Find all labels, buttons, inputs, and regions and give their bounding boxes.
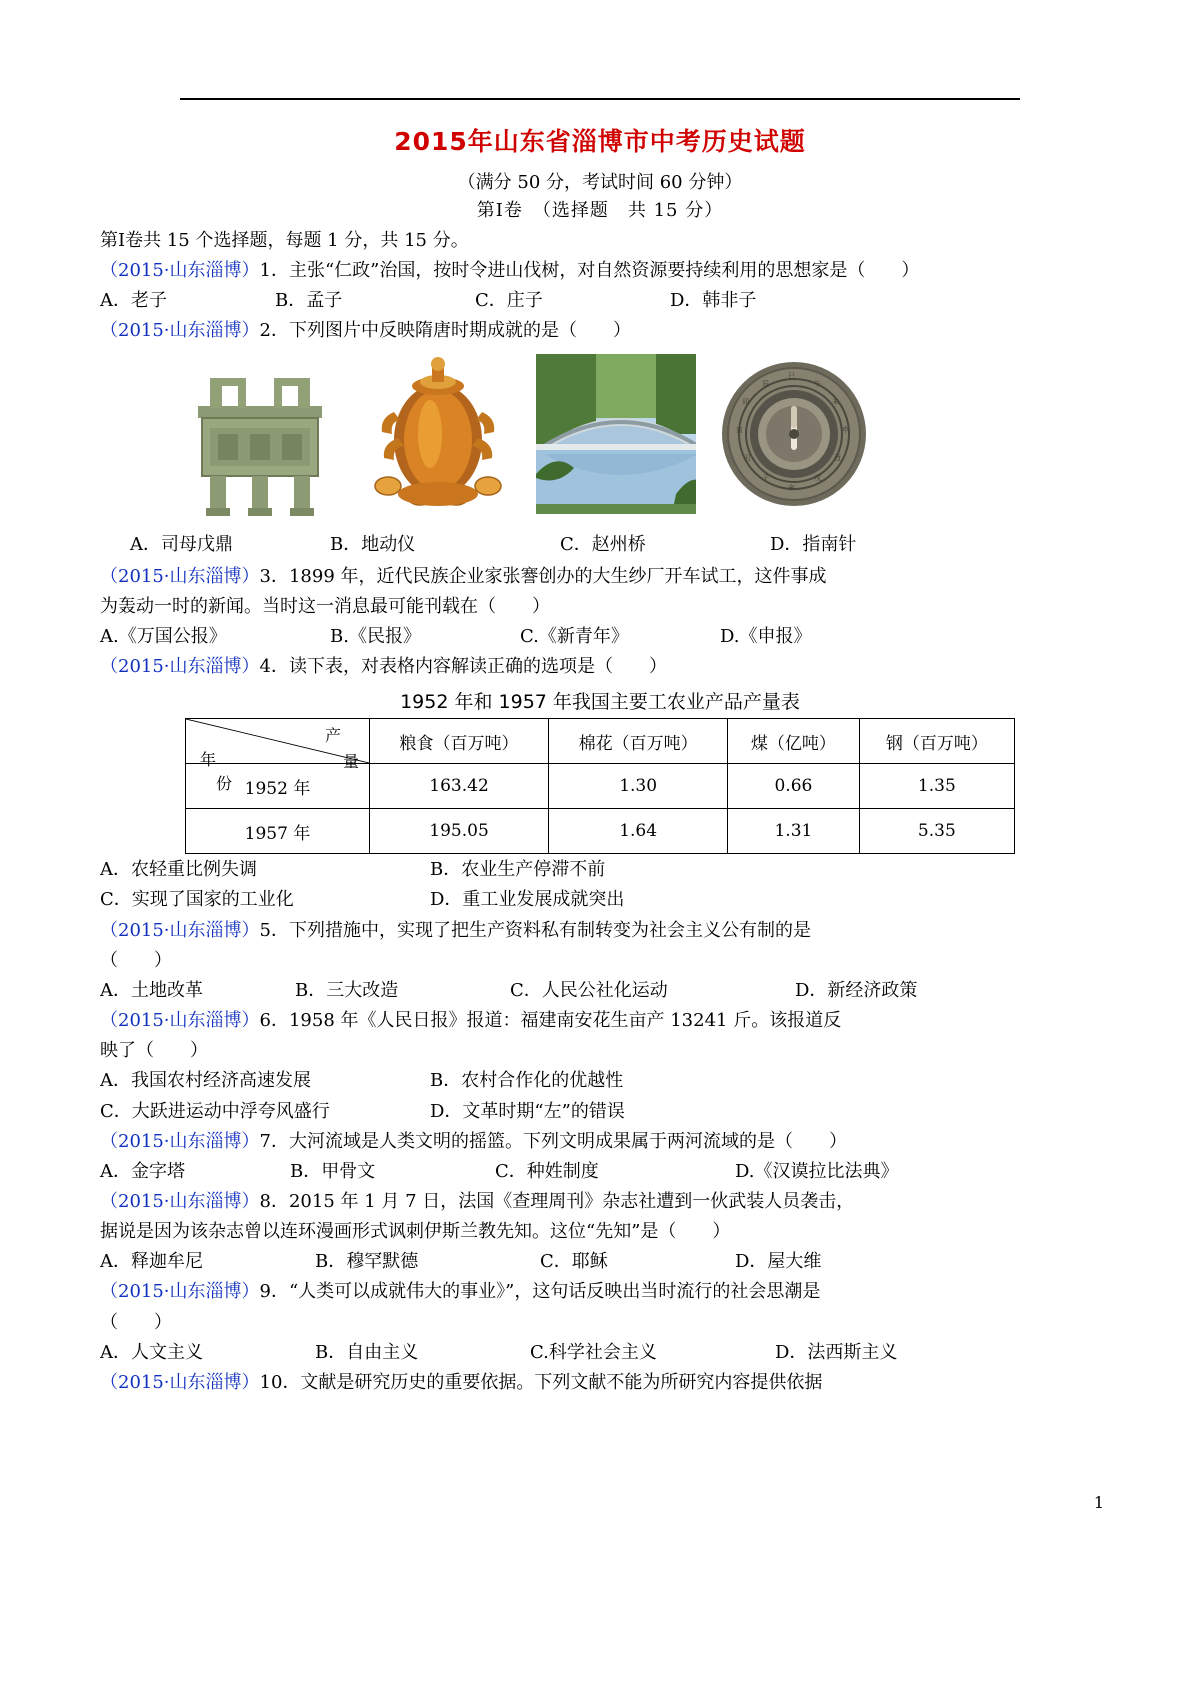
option-a[interactable]: A．释迦牟尼 <box>100 1251 203 1273</box>
question-6-options-row2 <box>100 1097 1100 1126</box>
source-tag: （2015·山东淄博） <box>100 565 260 587</box>
source-tag: （2015·山东淄博） <box>100 1190 260 1212</box>
option-d[interactable]: D．屋大维 <box>735 1251 822 1273</box>
svg-text:酉: 酉 <box>834 453 841 462</box>
table-cell: 163.42 <box>370 764 549 809</box>
corner-label-fen: 份 <box>216 774 233 794</box>
question-5-options <box>100 976 1100 1005</box>
table-cell: 0.66 <box>728 764 860 809</box>
page-number: 1 <box>1093 1493 1104 1512</box>
question-9-number: 9 <box>259 1281 271 1303</box>
svg-text:丑: 丑 <box>744 453 751 462</box>
option-d[interactable]: D．法西斯主义 <box>775 1341 898 1363</box>
option-a[interactable]: A．农轻重比例失调 <box>100 859 257 881</box>
option-b[interactable]: B．三大改造 <box>295 979 399 1001</box>
question-8-stem-line1 <box>100 1187 1100 1216</box>
question-8-text-1: ．2015 年 1 月 7 日，法国《查理周刊》杂志社遭到一伙武装人员袭击， <box>270 1190 855 1212</box>
question-2-text: ．下列图片中反映隋唐时期成就的是（ ） <box>270 320 631 342</box>
source-tag: （2015·山东淄博） <box>100 1371 260 1393</box>
question-3-stem-line1 <box>100 562 1100 591</box>
option-a[interactable]: A．我国农村经济高速发展 <box>100 1070 311 1092</box>
option-c[interactable]: C．种姓制度 <box>495 1160 599 1182</box>
caption-a: A．司母戊鼎 <box>130 533 233 555</box>
table-cell: 1.35 <box>859 764 1014 809</box>
question-3-text-1: ．1899 年，近代民族企业家张謇创办的大生纱厂开车试工，这件事成 <box>270 565 827 587</box>
option-c[interactable]: C．实现了国家的工业化 <box>100 889 294 911</box>
document-body <box>100 0 1100 1397</box>
option-c[interactable]: C.科学社会主义 <box>530 1341 657 1363</box>
image-siwumu-ding <box>180 354 340 526</box>
option-b[interactable]: B.《民报》 <box>330 625 421 647</box>
option-c[interactable]: C．耶稣 <box>540 1251 608 1273</box>
question-7-number: 7 <box>259 1130 271 1152</box>
option-b[interactable]: B．甲骨文 <box>290 1160 376 1182</box>
option-c[interactable]: C．大跃进运动中浮夸风盛行 <box>100 1100 330 1122</box>
source-tag: （2015·山东淄博） <box>100 260 260 282</box>
question-10-stem-line1 <box>100 1368 1100 1397</box>
question-3-number: 3 <box>259 565 271 587</box>
option-b[interactable]: B．穆罕默德 <box>315 1251 419 1273</box>
question-5-number: 5 <box>259 919 271 941</box>
question-3-stem-line2: 为轰动一时的新闻。当时这一消息最可能刊载在（ ） <box>100 595 550 617</box>
svg-text:辰: 辰 <box>762 379 769 388</box>
question-5-stem-line1 <box>100 916 1100 945</box>
table-cell: 1.31 <box>728 809 860 854</box>
option-a[interactable]: A．金字塔 <box>100 1160 185 1182</box>
section-intro: 第Ⅰ卷共 15 个选择题，每题 1 分，共 15 分。 <box>100 230 469 251</box>
table-header-cell: 棉花（百万吨） <box>549 719 728 764</box>
source-tag: （2015·山东淄博） <box>100 656 260 678</box>
option-a[interactable]: A．土地改革 <box>100 979 203 1001</box>
question-10-number: 10 <box>259 1371 283 1393</box>
table-cell: 1.30 <box>549 764 728 809</box>
question-9-text-1: ．“人类可以成就伟大的事业》”，这句话反映出当时流行的社会思潮是 <box>270 1281 821 1303</box>
question-7-text: ．大河流域是人类文明的摇篮。下列文明成果属于两河流域的是（ ） <box>270 1130 847 1152</box>
question-9-stem-line2: （ ） <box>100 1311 172 1333</box>
table-row <box>186 764 1015 809</box>
table-cell: 1.64 <box>549 809 728 854</box>
question-2-image-captions <box>100 530 1100 556</box>
corner-label-product: 产 <box>324 726 341 746</box>
image-seismograph <box>358 354 518 526</box>
svg-text:戌: 戌 <box>814 473 821 482</box>
question-6-text-1: ．1958 年《人民日报》报道：福建南安花生亩产 13241 斤。该报道反 <box>270 1010 842 1032</box>
source-tag: （2015·山东淄博） <box>100 1130 260 1152</box>
row-label: 1957 年 <box>186 809 370 854</box>
option-d[interactable]: D．新经济政策 <box>795 979 918 1001</box>
question-8-options <box>100 1247 1100 1276</box>
question-2-images <box>100 354 1100 526</box>
question-1-text: ．主张“仁政”治国，按时令进山伐树，对自然资源要持续利用的思想家是（ ） <box>270 260 920 282</box>
caption-d: D．指南针 <box>770 533 857 555</box>
option-c[interactable]: C．庄子 <box>475 290 543 312</box>
caption-c: C．赵州桥 <box>560 533 646 555</box>
question-4-text: ．读下表，对表格内容解读正确的选项是（ ） <box>270 656 667 678</box>
option-b[interactable]: B．农业生产停滞不前 <box>430 859 606 881</box>
table-header-cell: 煤（亿吨） <box>728 719 860 764</box>
option-d[interactable]: D．重工业发展成就突出 <box>430 889 625 911</box>
question-9-stem-line1 <box>100 1277 1100 1306</box>
source-tag: （2015·山东淄博） <box>100 1281 260 1303</box>
question-7-stem <box>100 1127 1100 1156</box>
source-tag: （2015·山东淄博） <box>100 919 260 941</box>
question-5-text-1: ．下列措施中，实现了把生产资料私有制转变为社会主义公有制的是 <box>270 919 811 941</box>
table-caption: 1952 年和 1957 年我国主要工农业产品产量表 <box>400 691 800 714</box>
question-2-number: 2 <box>259 320 271 342</box>
corner-label-year: 年 <box>200 750 217 770</box>
svg-text:子: 子 <box>762 473 769 482</box>
option-b[interactable]: B．孟子 <box>275 290 343 312</box>
svg-text:亥: 亥 <box>788 483 795 492</box>
question-9-options <box>100 1338 1100 1367</box>
option-d[interactable]: D.《汉谟拉比法典》 <box>735 1160 899 1182</box>
question-1-number: 1 <box>259 260 271 282</box>
question-7-options <box>100 1157 1100 1186</box>
question-8-number: 8 <box>259 1190 271 1212</box>
svg-text:巳: 巳 <box>788 371 795 380</box>
question-5-stem-line2: （ ） <box>100 949 172 971</box>
section-heading: 第Ⅰ卷 （选择题 共 15 分） <box>476 200 724 221</box>
row-label: 1952 年 <box>186 764 370 809</box>
source-tag: （2015·山东淄博） <box>100 1010 260 1032</box>
question-6-options-row1 <box>100 1066 1100 1095</box>
question-4-stem <box>100 652 1100 681</box>
header-rule <box>180 98 1020 100</box>
question-4-options-row2 <box>100 885 1100 914</box>
table-header-cell: 粮食（百万吨） <box>370 719 549 764</box>
option-d[interactable]: D．韩非子 <box>670 290 757 312</box>
question-1-stem <box>100 256 1100 285</box>
table-header-cell: 钢（百万吨） <box>859 719 1014 764</box>
question-10-text-1: ．文献是研究历史的重要依据。下列文献不能为所研究内容提供依据 <box>282 1371 823 1393</box>
caption-b: B．地动仪 <box>330 533 416 555</box>
option-a[interactable]: A．老子 <box>100 290 167 312</box>
svg-text:未: 未 <box>832 397 839 406</box>
option-c[interactable]: C.《新青年》 <box>520 625 629 647</box>
question-4-number: 4 <box>259 656 271 678</box>
table-row <box>186 809 1015 854</box>
option-c[interactable]: C．人民公社化运动 <box>510 979 668 1001</box>
option-a[interactable]: A．人文主义 <box>100 1341 203 1363</box>
option-d[interactable]: D．文革时期“左”的错误 <box>430 1100 625 1122</box>
option-b[interactable]: B．农村合作化的优越性 <box>430 1070 624 1092</box>
svg-text:寅: 寅 <box>736 425 743 434</box>
image-zhaozhou-bridge <box>536 354 696 526</box>
production-table <box>185 718 1015 854</box>
source-tag: （2015·山东淄博） <box>100 320 260 342</box>
page-title: 2015年山东省淄博市中考历史试题 <box>394 127 806 156</box>
exam-info: （满分 50 分，考试时间 60 分钟） <box>457 172 743 193</box>
table-cell: 195.05 <box>370 809 549 854</box>
option-b[interactable]: B．自由主义 <box>315 1341 419 1363</box>
question-4-options-row1 <box>100 855 1100 884</box>
question-6-stem-line2: 映了（ ） <box>100 1040 208 1062</box>
svg-text:卯: 卯 <box>742 397 749 406</box>
corner-label-amount: 量 <box>342 752 359 772</box>
question-1-options <box>100 286 1100 315</box>
option-a[interactable]: A.《万国公报》 <box>100 625 227 647</box>
question-6-stem-line1 <box>100 1006 1100 1035</box>
svg-text:申: 申 <box>842 425 849 434</box>
svg-text:午: 午 <box>814 379 821 388</box>
option-d[interactable]: D.《申报》 <box>720 625 812 647</box>
table-cell: 5.35 <box>859 809 1014 854</box>
question-3-options <box>100 622 1100 651</box>
image-compass <box>714 354 874 526</box>
question-8-stem-line2: 据说是因为该杂志曾以连环漫画形式讽刺伊斯兰教先知。这位“先知”是（ ） <box>100 1221 731 1243</box>
question-6-number: 6 <box>259 1010 271 1032</box>
question-2-stem <box>100 316 1100 345</box>
table-header-row <box>186 719 1015 764</box>
